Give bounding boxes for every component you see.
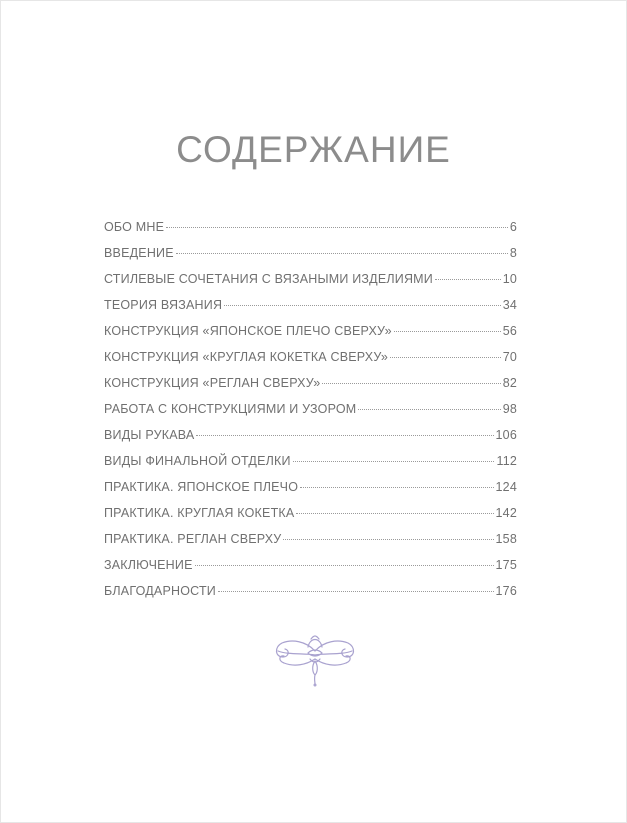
dot-leader — [283, 539, 493, 540]
toc-entry-page: 124 — [495, 480, 517, 494]
toc-entry-page: 176 — [495, 584, 517, 598]
toc-entry-page: 10 — [502, 272, 517, 286]
toc-entry[interactable] — [104, 376, 517, 402]
dot-leader — [218, 591, 494, 592]
table-of-contents — [104, 220, 517, 610]
toc-entry-page: 56 — [502, 324, 517, 338]
dot-leader — [358, 409, 500, 410]
toc-entry-title: ПРАКТИКА. ЯПОНСКОЕ ПЛЕЧО — [104, 480, 299, 494]
toc-entry-title: БЛАГОДАРНОСТИ — [104, 584, 216, 598]
toc-entry[interactable] — [104, 220, 517, 246]
flourish-ornament-icon — [270, 629, 360, 687]
dot-leader — [394, 331, 501, 332]
toc-entry[interactable] — [104, 584, 517, 610]
toc-entry-page: 112 — [496, 454, 517, 468]
dot-leader — [176, 253, 508, 254]
toc-entry-title: ВИДЫ РУКАВА — [104, 428, 195, 442]
dot-leader — [224, 305, 500, 306]
toc-entry[interactable] — [104, 506, 517, 532]
toc-entry[interactable] — [104, 480, 517, 506]
toc-entry[interactable] — [104, 298, 517, 324]
toc-entry-title: КОНСТРУКЦИЯ «КРУГЛАЯ КОКЕТКА СВЕРХУ» — [104, 350, 389, 364]
toc-entry[interactable] — [104, 246, 517, 272]
toc-entry-page: 70 — [502, 350, 517, 364]
dot-leader — [390, 357, 501, 358]
toc-entry[interactable] — [104, 428, 517, 454]
dot-leader — [435, 279, 501, 280]
toc-entry-title: КОНСТРУКЦИЯ «ЯПОНСКОЕ ПЛЕЧО СВЕРХУ» — [104, 324, 392, 338]
toc-entry-page: 82 — [502, 376, 517, 390]
toc-entry-title: ВИДЫ ФИНАЛЬНОЙ ОТДЕЛКИ — [104, 454, 291, 468]
toc-entry-title: ПРАКТИКА. КРУГЛАЯ КОКЕТКА — [104, 506, 295, 520]
toc-entry-page: 142 — [495, 506, 517, 520]
toc-entry-page: 6 — [509, 220, 517, 234]
toc-entry-title: ПРАКТИКА. РЕГЛАН СВЕРХУ — [104, 532, 282, 546]
dot-leader — [300, 487, 493, 488]
toc-entry-page: 158 — [495, 532, 517, 546]
toc-entry-title: ЗАКЛЮЧЕНИЕ — [104, 558, 193, 572]
toc-entry-title: ОБО МНЕ — [104, 220, 165, 234]
toc-entry-page: 175 — [495, 558, 517, 572]
toc-entry[interactable] — [104, 558, 517, 584]
dot-leader — [322, 383, 500, 384]
toc-entry[interactable] — [104, 402, 517, 428]
toc-entry-title: ВВЕДЕНИЕ — [104, 246, 174, 260]
toc-entry[interactable] — [104, 324, 517, 350]
toc-entry-page: 106 — [495, 428, 517, 442]
toc-entry-title: ТЕОРИЯ ВЯЗАНИЯ — [104, 298, 223, 312]
dot-leader — [196, 435, 493, 436]
toc-entry-title: СТИЛЕВЫЕ СОЧЕТАНИЯ С ВЯЗАНЫМИ ИЗДЕЛИЯМИ — [104, 272, 433, 286]
toc-entry-title: КОНСТРУКЦИЯ «РЕГЛАН СВЕРХУ» — [104, 376, 321, 390]
dot-leader — [195, 565, 494, 566]
toc-entry-page: 98 — [502, 402, 517, 416]
page-title: СОДЕРЖАНИЕ — [176, 129, 451, 170]
toc-entry[interactable] — [104, 454, 517, 480]
dot-leader — [296, 513, 493, 514]
dot-leader — [293, 461, 495, 462]
toc-entry[interactable] — [104, 532, 517, 558]
toc-entry-title: РАБОТА С КОНСТРУКЦИЯМИ И УЗОРОМ — [104, 402, 357, 416]
toc-entry[interactable] — [104, 272, 517, 298]
dot-leader — [166, 227, 508, 228]
toc-entry-page: 8 — [509, 246, 517, 260]
toc-entry[interactable] — [104, 350, 517, 376]
toc-entry-page: 34 — [502, 298, 517, 312]
